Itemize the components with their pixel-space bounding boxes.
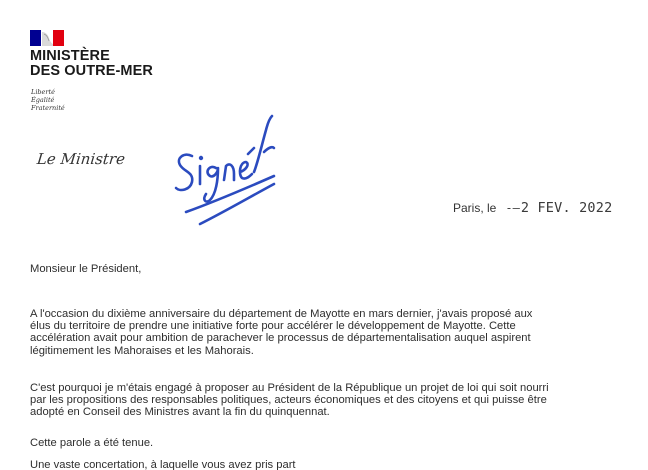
marianne-logo-icon <box>30 30 64 46</box>
paragraph-line: accélération avait pour ambition de parachever le processus de départementalisation auquel aspirent <box>30 332 531 345</box>
paragraph-line: élus du territoire de prendre une initiative forte pour accélérer le développement de Mayotte. Cette <box>30 320 516 333</box>
motto-fraternite: Fraternité <box>31 104 65 112</box>
signatory-role: Le Ministre <box>36 150 126 168</box>
handwritten-signature <box>170 108 290 238</box>
paragraph-line: légitimement les Mahoraises et les Mahorais. <box>30 344 254 357</box>
paragraph-3: Cette parole a été tenue. <box>30 437 154 449</box>
place-and-date <box>453 200 612 216</box>
ministry-line-1: MINISTÈRE <box>30 48 110 64</box>
motto-liberte: Liberté <box>31 88 55 96</box>
motto-egalite: Égalité <box>31 96 55 104</box>
date-stamp-dash: -– <box>505 201 520 215</box>
paragraph-1 <box>30 308 532 357</box>
paragraph-4-partial: Une vaste concertation, à laquelle vous avez pris part <box>30 459 296 470</box>
paragraph-line: A l'occasion du dixième anniversaire du département de Mayotte en mars dernier, j'avais proposé aux <box>30 308 533 320</box>
salutation: Monsieur le Président, <box>30 263 142 275</box>
ministry-line-2: DES OUTRE-MER <box>30 63 153 79</box>
place-label: Paris, le <box>453 201 497 215</box>
paragraph-line: par les propositions des responsables politiques, acteurs économiques et des citoyens et qui puisse être <box>30 394 547 407</box>
paragraph-line: C'est pourquoi je m'étais engagé à proposer au Président de la République un projet de loi qui soit nourri <box>30 382 549 394</box>
republic-motto <box>31 88 65 112</box>
paragraph-2 <box>30 382 549 419</box>
paragraph-line: adopté en Conseil des Ministres avant la fin du quinquennat. <box>30 406 330 419</box>
date-stamp: 2 FEV. 2022 <box>520 200 613 216</box>
ministry-name <box>30 49 153 79</box>
